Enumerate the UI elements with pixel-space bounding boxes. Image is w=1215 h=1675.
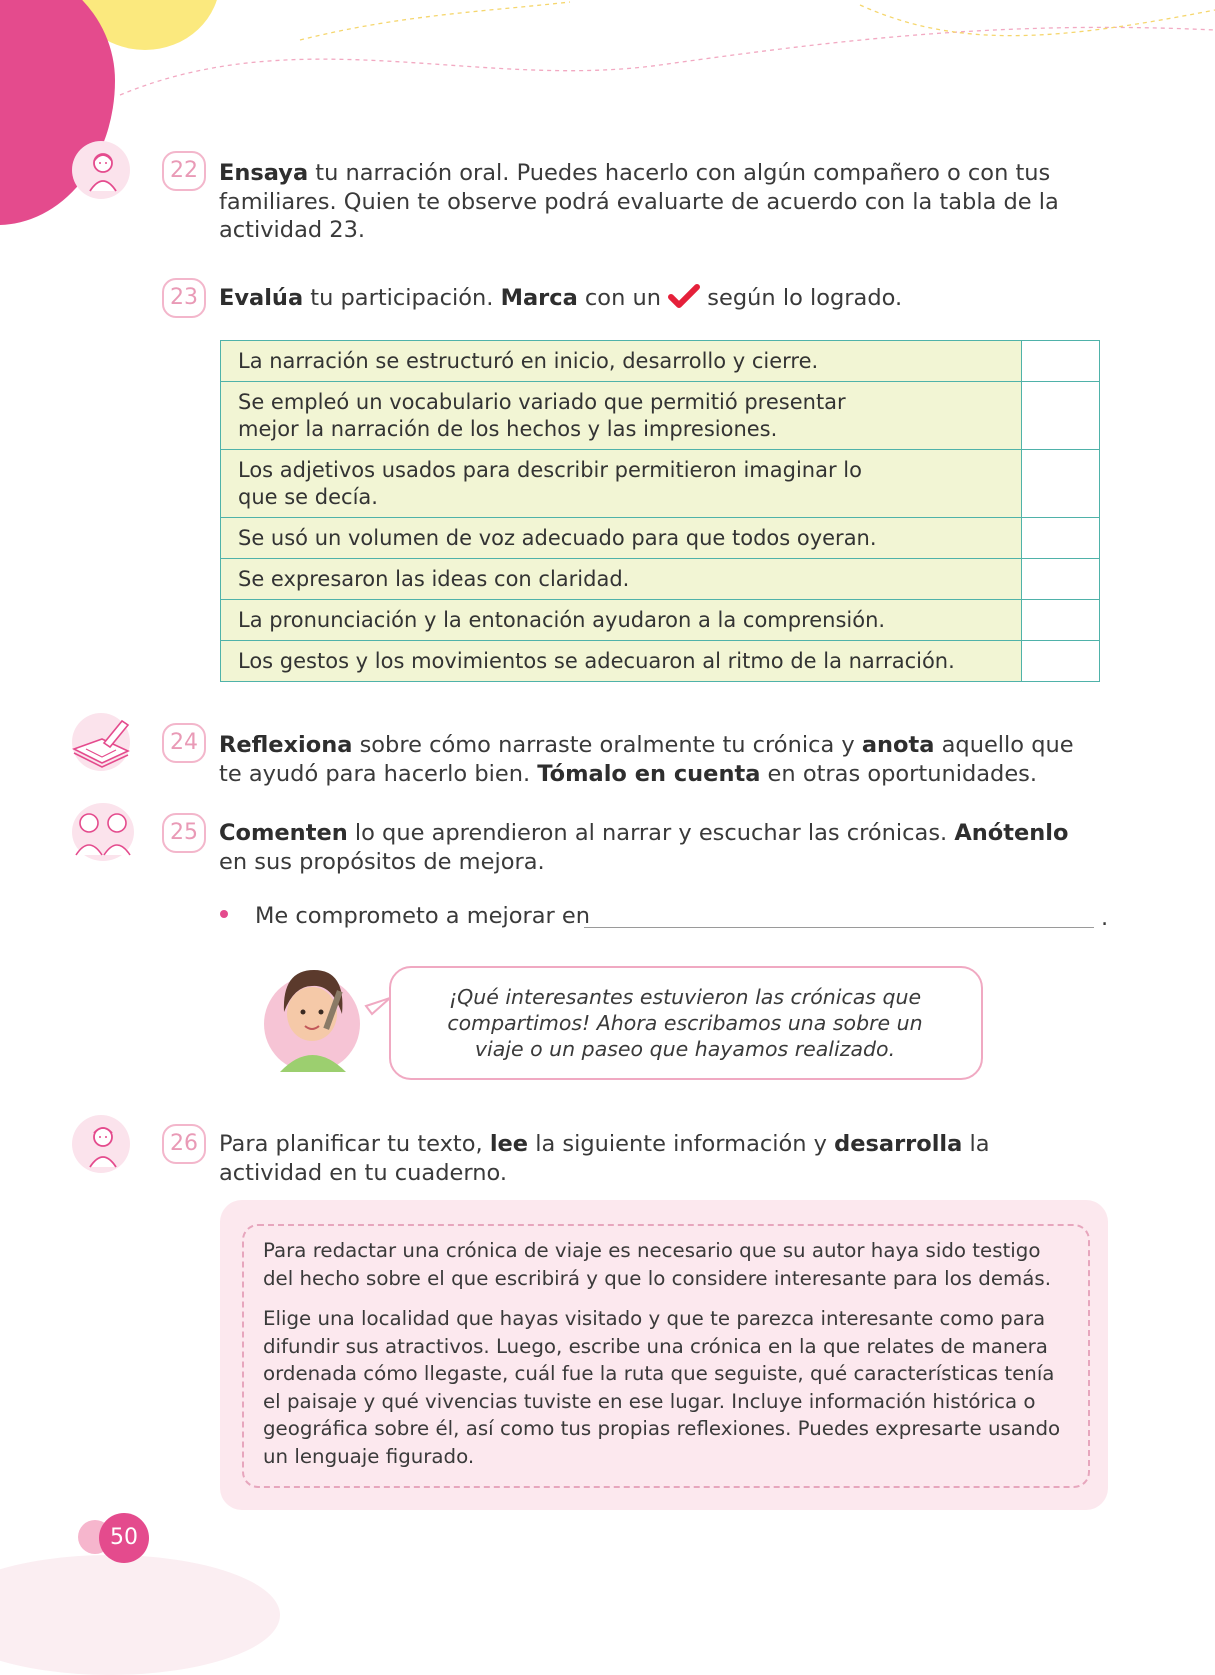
activity-25-text: Comenten lo que aprendieron al narrar y escuchar las crónicas. Anótenlo en sus propósitos de mejora.: [219, 820, 1069, 875]
decorative-blob-bottom: [0, 1555, 280, 1675]
criterion-cell: Se empleó un vocabulario variado que permitió presentar mejor la narración de los hechos y las impresiones.: [221, 382, 1022, 450]
speech-bubble-text: ¡Qué interesantes estuvieron las crónicas que compartimos! Ahora escribamos una sobre un viaje o un paseo que hayamos realizado.: [447, 985, 923, 1061]
activity-23-text: Evalúa tu participación. Marca con un según lo logrado.: [219, 285, 903, 311]
table-row: [221, 600, 1100, 641]
commitment-input-line[interactable]: [584, 927, 1094, 928]
criterion-cell: La pronunciación y la entonación ayudaron a la comprensión.: [221, 600, 1022, 641]
activity-number-22: 22: [162, 151, 206, 191]
student-icon: [72, 1115, 130, 1173]
check-cell[interactable]: [1021, 450, 1099, 518]
notebook-pencil-icon: [72, 713, 130, 771]
criterion-cell: Se usó un volumen de voz adecuado para que todos oyeran.: [221, 518, 1022, 559]
criterion-cell: Se expresaron las ideas con claridad.: [221, 559, 1022, 600]
commitment-label: Me comprometo a mejorar en: [255, 903, 591, 929]
check-cell[interactable]: [1021, 518, 1099, 559]
criterion-cell: Los gestos y los movimientos se adecuaron al ritmo de la narración.: [221, 641, 1022, 682]
bullet-dot: [220, 910, 228, 918]
student-speaking-icon: [72, 141, 130, 199]
criterion-cell: Los adjetivos usados para describir permitieron imaginar lo que se decía.: [221, 450, 1022, 518]
pair-of-students-icon: [72, 803, 134, 861]
activity-26-text: Para planificar tu texto, lee la siguiente información y desarrolla la actividad en tu cuaderno.: [219, 1131, 990, 1186]
info-paragraph-1: Para redactar una crónica de viaje es necesario que su autor haya sido testigo del hecho sobre el que escribirá y que lo considere interesante para los demás.: [263, 1239, 1051, 1290]
table-row: [221, 641, 1100, 682]
info-paragraph-2: Elige una localidad que hayas visitado y que te parezca interesante como para difundir sus atractivos. Luego, escribe una crónica en la que relates de manera ordenada cómo llegaste, cuál fue la ruta que seguiste, qué características tenía el paisaje y qué vivencias tuviste en ese lugar. Incluye información histórica o geográfica sobre él, así como tus propias reflexiones. Puedes expresarte usando un lenguaje figurado.: [263, 1307, 1061, 1468]
decorative-dashed-curves: [100, 0, 1215, 110]
activity-22-text: Ensaya tu narración oral. Puedes hacerlo con algún compañero o con tus familiares. Quien te observe podrá evaluarte de acuerdo con la tabla de la actividad 23.: [219, 160, 1059, 243]
table-row: [221, 341, 1100, 382]
table-row: [221, 518, 1100, 559]
girl-illustration: [262, 962, 402, 1082]
check-cell[interactable]: [1021, 559, 1099, 600]
table-row: [221, 450, 1100, 518]
activity-number-25: 25: [162, 813, 206, 853]
check-cell[interactable]: [1021, 341, 1099, 382]
check-mark-icon: [668, 284, 700, 308]
activity-number-24: 24: [162, 723, 206, 763]
activity-24-text: Reflexiona sobre cómo narraste oralmente tu crónica y anota aquello que te ayudó para hacerlo bien. Tómalo en cuenta en otras oportunidades.: [219, 732, 1074, 787]
check-cell[interactable]: [1021, 641, 1099, 682]
page-number: 50: [99, 1513, 149, 1563]
check-cell[interactable]: [1021, 382, 1099, 450]
table-row: [221, 559, 1100, 600]
evaluation-table: [220, 340, 1100, 682]
table-row: [221, 382, 1100, 450]
commitment-end: .: [1101, 905, 1109, 931]
activity-number-26: 26: [162, 1124, 206, 1164]
activity-number-23: 23: [162, 278, 206, 318]
check-cell[interactable]: [1021, 600, 1099, 641]
criterion-cell: La narración se estructuró en inicio, desarrollo y cierre.: [221, 341, 1022, 382]
